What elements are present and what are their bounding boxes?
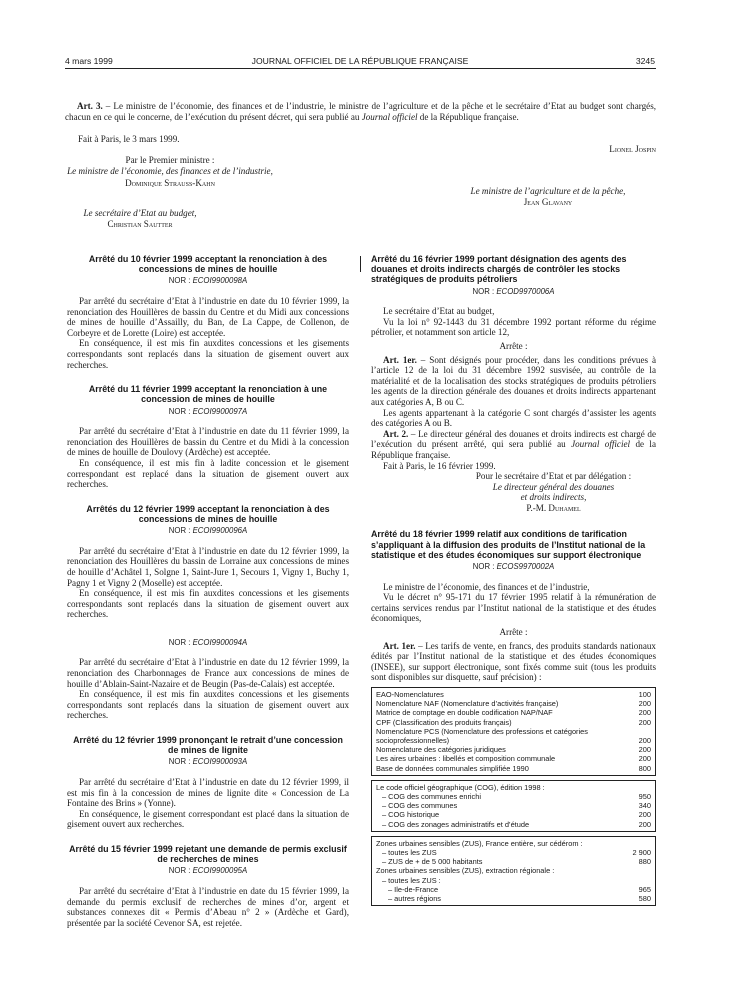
tariff-value: 200 — [638, 810, 651, 820]
tariff-value: 200 — [638, 699, 651, 709]
decree-paragraph: Vu le décret n° 95-171 du 17 février 1995 relatif à la rémunération de certains services rendus par l’Institut national de la statistique et des études économiques, — [371, 592, 656, 624]
tariff-box-nomenclatures — [371, 687, 656, 776]
tariff-label: – COG des communes enrichi — [382, 792, 481, 802]
decree-paragraph: En conséquence, il est mis fin à ladite concession et le gisement correspondant est replacé dans la situation de gisement ouvert aux recherches. — [67, 457, 349, 490]
tariff-value: 2 900 — [632, 848, 651, 858]
nor-code: ECOI9900097A — [192, 406, 248, 416]
decree-title: Arrêté du 11 février 1999 acceptant la renonciation à une concession de mines de houille — [88, 384, 328, 405]
tariff-value: 340 — [638, 801, 651, 811]
article-label: Art. 1er. — [383, 354, 417, 365]
tariff-value: 800 — [638, 763, 651, 773]
tariff-box-zus — [371, 836, 656, 906]
tariff-row — [376, 810, 651, 819]
secretaire-budget: Le secrétaire d’Etat au budget, — [83, 208, 197, 218]
decree-paragraph: En conséquence, il est mis fin auxdites concessions et les gisements correspondants sont replacés dans la situation de gisement ouvert aux recherches. — [67, 338, 349, 370]
nor-line — [371, 562, 656, 573]
tariff-label: – COG historique — [382, 810, 440, 820]
signer-sautter: Christian Sautter — [107, 219, 173, 229]
decree-paragraph: Le ministre de l’économie, des finances et de l’industrie, — [383, 581, 590, 592]
decree-title: Arrêté du 18 février 1999 relatif aux conditions de tarification s’appliquant à la diffusion des produits de l’Institut national de la statistique et des études économiques sur support électronique — [371, 529, 646, 560]
tariff-value: 950 — [638, 792, 651, 802]
tariff-label: Base de données communales simplifiée 1990 — [376, 763, 529, 773]
header-journal: JOURNAL OFFICIEL DE LA RÉPUBLIQUE FRANÇAISE — [251, 56, 469, 66]
article-1 — [371, 641, 656, 683]
article-label: Art. 1er. — [383, 640, 416, 651]
decree-11-fevrier — [67, 384, 349, 490]
nor-code: ECOI9900096A — [192, 526, 248, 536]
tariff-value: 200 — [638, 735, 651, 745]
article-text: – Sont désignés pour procéder, dans les conditions prévues à l’article 12 de la loi du 31 décembre 1992 susvisée, au contrôle de la matérialité et de la localisation des stocks stratégiques de produits pétroliers les agents de la direction générale des douanes et droits indirects appartenant aux catégories A, B ou C. — [371, 354, 656, 407]
decree-paragraph: Par arrêté du secrétaire d’Etat à l’industrie en date du 11 février 1999, la renonciation des Houillères de bassin du Centre et du Midi à la concession de mines de houille de Doulovy (Ardèche) est acceptée. — [67, 426, 349, 458]
tariff-box-cog — [371, 780, 656, 832]
header-date: 4 mars 1999 — [65, 56, 113, 66]
article-text: – Les tarifs de vente, en francs, des produits standards nationaux édités par l’Institut national de la statistique et des études économiques (INSEE), sur support électronique, sont fixés comme suit (tous les produits sont disponibles sur disquette, sauf précision) : — [371, 640, 656, 683]
nor-line — [67, 407, 349, 418]
delegation-line: Pour le secrétaire d’Etat et par délégation : — [475, 471, 632, 482]
nor-line — [67, 526, 349, 537]
article-end: de la République française. — [371, 439, 656, 460]
arrete-label: Arrête : — [499, 340, 528, 351]
tariff-label: Nomenclature des catégories juridiques — [376, 745, 506, 755]
tariff-heading: Zones urbaines sensibles (ZUS), France entière, sur cédérom : — [376, 838, 583, 848]
article-1 — [371, 355, 656, 408]
nor-code: ECOI9900093A — [192, 757, 248, 767]
tariff-label: Matrice de comptage en double codification NAP/NAF — [376, 708, 553, 718]
nor-line — [67, 757, 349, 768]
decree-12-fevrier-charbonnages — [67, 638, 349, 721]
tariff-label: – Ile-de-France — [388, 884, 439, 894]
tariff-row — [376, 820, 651, 829]
tariff-row — [376, 745, 651, 754]
tariff-value: 200 — [638, 717, 651, 727]
signer-jospin: Lionel Jospin — [609, 144, 656, 154]
tariff-value: 100 — [638, 690, 651, 700]
decree-title: Arrêtés du 12 février 1999 acceptant la renonciation à des concessions de mines de houille — [86, 503, 330, 524]
fait-a-paris: Fait à Paris, le 16 février 1999. — [383, 460, 496, 471]
decree-paragraph: En conséquence, il est mis fin auxdites concessions et les gisements correspondants sont replacés dans la situation de gisement ouvert aux recherches. — [67, 588, 349, 620]
tariff-row — [376, 699, 651, 708]
tariff-label: – ZUS de + de 5 000 habitants — [382, 857, 483, 867]
nor-label: NOR : — [472, 562, 497, 572]
article-label: Art. 2. — [383, 428, 409, 439]
nor-line — [371, 287, 656, 298]
tariff-row — [376, 754, 651, 763]
nor-label: NOR : — [168, 526, 193, 536]
tariff-label: EAO-Nomenclatures — [376, 690, 444, 700]
nor-code: ECOI9900095A — [192, 866, 248, 876]
tariff-label: – COG des zonages administratifs et d’étude — [382, 819, 530, 829]
column-divider — [360, 256, 361, 272]
decree-paragraph: Par arrêté du secrétaire d’Etat à l’industrie en date du 12 février 1999, il est mis fin à la concession de mines de lignite dite « Concession de La Fontaine des Brins » (Yonne). — [67, 777, 349, 809]
decree-paragraph: Par arrêté du secrétaire d’Etat à l’industrie en date du 15 février 1999, la demande du permis exclusif de recherches de mines d’or, argent et substances connexes dit « Permis d’Abeau n° 2 » (Ardèche et Gard), présentée par la société Cevenor SA, est rejetée. — [67, 886, 349, 928]
tariff-label: CPF (Classification des produits français) — [376, 717, 512, 727]
right-column — [371, 254, 656, 906]
ministre-agri: Le ministre de l’agriculture et de la pêche, — [470, 186, 626, 196]
article-3 — [65, 101, 656, 122]
art3-journal: Journal officiel — [361, 111, 418, 122]
tariff-label: Nomenclature NAF (Nomenclature d’activités française) — [376, 699, 559, 709]
nor-code: ECOI9900098A — [192, 276, 248, 286]
decree-15-fevrier — [67, 844, 349, 928]
art3-label: Art. 3. — [77, 101, 103, 111]
decree-paragraph: Par arrêté du secrétaire d’Etat à l’industrie en date du 12 février 1999, la renonciation des Charbonnages de France aux concessions de mines de houille d’Ablain-Saint-Nazaire et de Beugin (Pas-de-Calais) est acceptée. — [67, 657, 349, 689]
tariff-value: 200 — [638, 819, 651, 829]
tariff-row — [376, 857, 651, 866]
tariff-value: 200 — [638, 708, 651, 718]
decrees-12-fevrier — [67, 504, 349, 620]
decree-12-fevrier-lignite — [67, 735, 349, 830]
tariff-value: 965 — [638, 884, 651, 894]
nor-code: ECOD9970006A — [496, 286, 555, 296]
nor-label: NOR : — [168, 406, 193, 416]
tariff-row — [376, 801, 651, 810]
tariff-heading: Zones urbaines sensibles (ZUS), extraction régionale : — [376, 866, 555, 876]
tariff-label: Les aires urbaines : libellés et composition communale — [376, 754, 556, 764]
decree-title: Arrêté du 15 février 1999 rejetant une demande de permis exclusif de recherches de mines — [69, 844, 347, 865]
decree-paragraph: Par arrêté du secrétaire d’Etat à l’industrie en date du 12 février 1999, la renonciation des Houillères du bassin de Lorraine aux concessions de mines de houille d’Achâtel 1, Solgne 1, Saint-Jure 1, Secours 1, Vigny 1, Buchy 1, Pagny 1 et Vigny 2 (Moselle) est acceptée. — [67, 545, 349, 588]
tariff-heading: – toutes les ZUS : — [382, 875, 441, 885]
tariff-label: – COG des communes — [382, 801, 458, 811]
tariff-value: 200 — [638, 745, 651, 755]
arrete-label: Arrête : — [499, 627, 528, 638]
nor-code: ECOI9900094A — [192, 637, 248, 647]
header-page-number: 3245 — [635, 56, 655, 66]
ministre-eco: Le ministre de l’économie, des finances et de l’industrie, — [67, 166, 273, 176]
article-text: – Le directeur général des douanes et droits indirects est chargé de l’exécution du présent arrêté, qui sera publié au — [371, 428, 656, 450]
decree-title: Arrêté du 12 février 1999 prononçant le retrait d’une concession de mines de lignite — [73, 735, 343, 756]
left-column — [67, 254, 349, 928]
tariff-row — [376, 727, 651, 745]
nor-line — [67, 866, 349, 877]
art3-text: – Le ministre de l’économie, des finances et de l’industrie, le ministre de l’agriculture et de la pêche et le secrétaire d’Etat au budget sont chargés, chacun en ce qui le concerne, de l’exécution du présent décret, qui sera publié au — [65, 101, 657, 122]
directeur-line-2: et droits indirects, — [520, 492, 587, 503]
nor-label: NOR : — [168, 637, 193, 647]
decree-title: Arrêté du 10 février 1999 acceptant la renonciation à des concessions de mines de houille — [88, 254, 328, 275]
tariff-row — [376, 792, 651, 801]
tariff-value: 200 — [638, 754, 651, 764]
tariff-row — [376, 718, 651, 727]
decree-title: Arrêté du 16 février 1999 portant désignation des agents des douanes et droits indirects chargés de contrôler les stocks stratégiques de produits pétroliers — [371, 254, 627, 285]
tariff-value: 580 — [638, 894, 651, 904]
nor-label: NOR : — [168, 757, 193, 767]
nor-line — [67, 276, 349, 287]
decree-paragraph: En conséquence, il est mis fin auxdites concessions et les gisements correspondants sont replacés dans la situation de gisement ouvert aux recherches. — [67, 689, 349, 721]
article-journal: Journal officiel — [571, 439, 631, 450]
nor-label: NOR : — [168, 276, 193, 286]
tariff-row — [376, 848, 651, 857]
fait-a-paris: Fait à Paris, le 3 mars 1999. — [78, 134, 180, 144]
signer-strauss-kahn: Dominique Strauss-Kahn — [125, 178, 215, 188]
tariff-heading: Le code officiel géographique (COG), édition 1998 : — [376, 782, 545, 792]
nor-code: ECOS9970002A — [496, 562, 555, 572]
header-rule — [65, 68, 656, 69]
decree-16-fevrier — [371, 254, 656, 513]
decree-paragraph: Les agents appartenant à la catégorie C sont chargés d’assister les agents des catégories A ou B. — [371, 407, 656, 429]
tariff-row — [376, 708, 651, 717]
tariff-row — [376, 764, 651, 773]
decree-paragraph: Le secrétaire d’Etat au budget, — [383, 306, 495, 317]
tariff-value: 880 — [638, 857, 651, 867]
tariff-label: Nomenclature PCS (Nomenclature des professions et catégories socioprofessionnelles) — [376, 726, 588, 746]
tariff-row — [376, 690, 651, 699]
nor-line — [67, 638, 349, 649]
par-premier-ministre: Par le Premier ministre : — [125, 155, 215, 165]
decree-paragraph: Par arrêté du secrétaire d’Etat à l’industrie en date du 10 février 1999, la renonciation des Houillères de bassin du Centre et du Midi aux concessions de mines de houille d’Assailly, du Ban, de La Cappe, de Collenon, de Corbeyre et de Lorette (Loire) est acceptée. — [67, 296, 349, 338]
tariff-row — [376, 885, 651, 894]
decree-paragraph: Vu la loi n° 92-1443 du 31 décembre 1992 portant réforme du régime pétrolier, et notamment son article 12, — [371, 316, 656, 338]
art3-end: de la République française. — [417, 111, 519, 122]
signature-block — [451, 471, 656, 513]
article-2 — [371, 429, 656, 461]
decree-18-fevrier — [371, 529, 656, 906]
nor-label: NOR : — [472, 286, 497, 296]
tariff-label: – autres régions — [388, 894, 441, 904]
tariff-row — [376, 894, 651, 903]
signer-duhamel: P.-M. Duhamel — [526, 502, 581, 513]
decree-10-fevrier — [67, 254, 349, 370]
nor-label: NOR : — [168, 866, 193, 876]
tariff-label: – toutes les ZUS — [382, 848, 437, 858]
page-header — [65, 56, 655, 68]
decree-paragraph: En conséquence, le gisement correspondant est placé dans la situation de gisement ouvert aux recherches. — [67, 808, 349, 830]
signer-glavany: Jean Glavany — [523, 197, 573, 207]
directeur-line-1: Le directeur général des douanes — [492, 481, 615, 492]
